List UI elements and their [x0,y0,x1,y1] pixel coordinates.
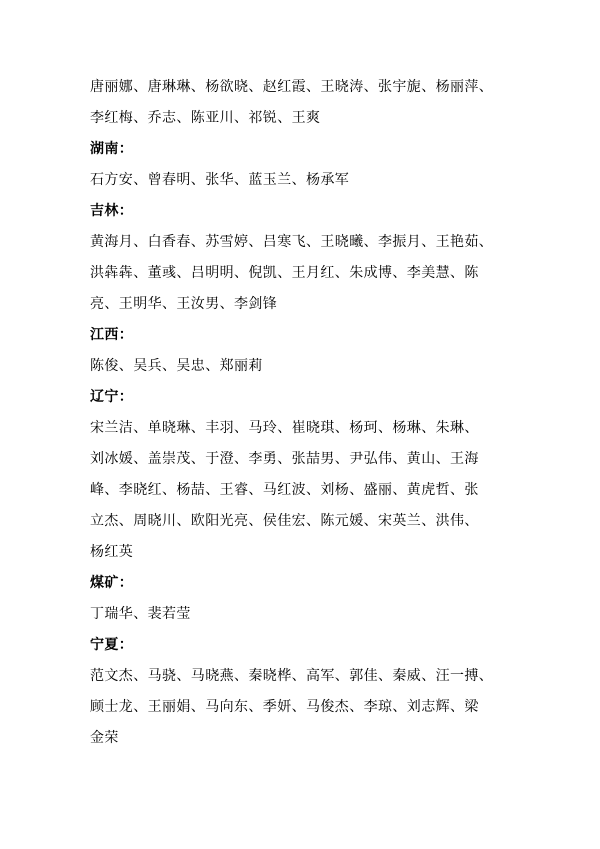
section-heading-coal-mine: 煤矿： [90,575,134,591]
name-list-line: 金荣 [90,730,119,746]
name-list-line: 杨红英 [90,544,134,560]
name-list-line: 范文杰、马骁、马晓燕、秦晓桦、高军、郭佳、秦威、汪一搏、 [90,668,494,684]
name-list-line: 唐丽娜、唐琳琳、杨欲晓、赵红霞、王晓涛、张宇旎、杨丽萍、 [90,79,494,95]
name-list-line: 立杰、周晓川、欧阳光亮、侯佳宏、陈元媛、宋英兰、洪伟、 [90,513,479,529]
name-list-line: 李红梅、乔志、陈亚川、祁锐、王爽 [90,110,321,126]
name-list-line: 峰、李晓红、杨喆、王睿、马红波、刘杨、盛丽、黄虎哲、张 [90,482,479,498]
name-list-line: 顾士龙、王丽娟、马向东、季妍、马俊杰、李琼、刘志辉、梁 [90,699,479,715]
document-page [90,72,515,754]
name-list-line: 丁瑞华、裴若莹 [90,606,191,622]
name-list-line: 洪犇犇、董彧、吕明明、倪凯、王月红、朱成博、李美慧、陈 [90,265,479,281]
section-heading-liaoning: 辽宁： [90,389,134,405]
section-heading-jilin: 吉林： [90,203,134,219]
name-list-line: 石方安、曾春明、张华、蓝玉兰、杨承军 [90,172,350,188]
name-list-line: 刘冰媛、盖崇茂、于澄、李勇、张喆男、尹弘伟、黄山、王海 [90,451,479,467]
name-list-line: 亮、王明华、王汝男、李剑锋 [90,296,278,312]
name-list-line: 陈俊、吴兵、吴忠、郑丽莉 [90,358,263,374]
section-heading-ningxia: 宁夏： [90,637,134,653]
section-heading-hunan: 湖南： [90,141,134,157]
name-list-line: 黄海月、白香春、苏雪婷、吕寒飞、王晓曦、李振月、王艳茹、 [90,234,494,250]
name-list-line: 宋兰洁、单晓琳、丰羽、马玲、崔晓琪、杨珂、杨琳、朱琳、 [90,420,479,436]
section-heading-jiangxi: 江西： [90,327,134,343]
